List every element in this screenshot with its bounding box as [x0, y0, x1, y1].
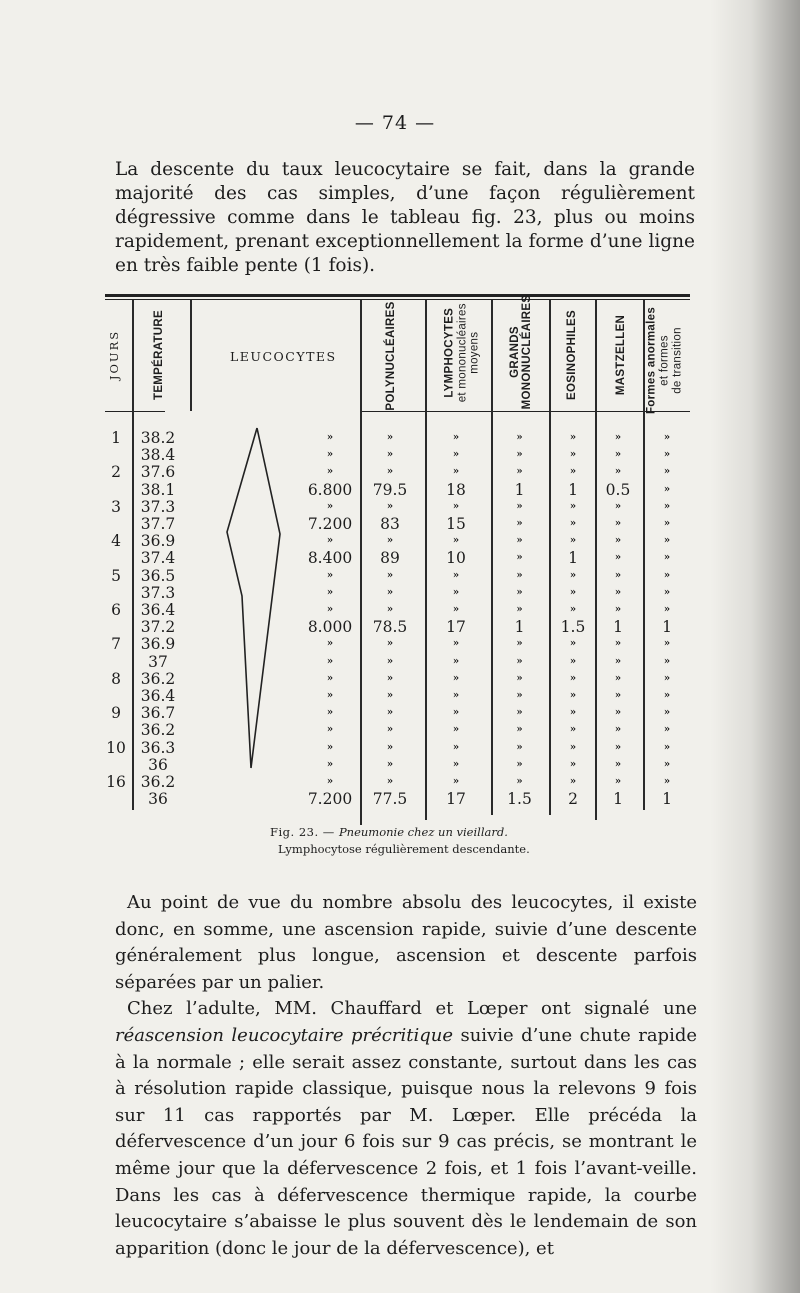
- lymphocytes-ditto: »: [452, 569, 460, 581]
- leucocytes-ditto: »: [326, 586, 334, 598]
- grands-ditto: »: [516, 432, 523, 443]
- leucocytes-value: 7.200: [307, 790, 353, 809]
- eosinophiles-ditto: »: [569, 758, 577, 770]
- header-grands-line1: GRANDS: [509, 326, 521, 378]
- grands-value: 1: [514, 618, 525, 637]
- caption-label: Fig. 23. —: [270, 825, 339, 839]
- day-label: 1: [111, 429, 121, 447]
- mastzellen-ditto: »: [614, 724, 622, 736]
- lymphocytes-ditto: »: [452, 432, 460, 443]
- lymphocytes-ditto: »: [452, 466, 460, 478]
- header-polynucleaires: POLYNUCLÉAIRES: [385, 301, 397, 411]
- eosinophiles-value: 2: [568, 790, 578, 809]
- polynucleaires-value: 77.5: [372, 790, 408, 809]
- eosinophiles-ditto: »: [569, 569, 577, 581]
- temperature-value: 37.6: [140, 463, 176, 482]
- polynucleaires-ditto: »: [386, 569, 394, 581]
- polynucleaires-ditto: »: [386, 776, 394, 787]
- grands-value: 1: [514, 480, 525, 499]
- temperature-value: 36.3: [140, 738, 176, 757]
- intro-paragraph: La descente du taux leucocytaire se fait, dans la grande majorité des cas simples, d’une façon régulièrement dégressive comme dans le tableau fig. 23, plus ou moins rapidement, prenant exceptionnellement la forme d’une ligne en très faible pente (1 fois).: [115, 159, 695, 276]
- temperature-value: 38.2: [140, 429, 176, 447]
- polynucleaires-value: 78.5: [372, 618, 408, 637]
- leucocytes-ditto: »: [326, 741, 334, 753]
- grands-ditto: »: [516, 672, 523, 684]
- lymphocytes-ditto: »: [452, 604, 460, 615]
- mastzellen-ditto: »: [614, 432, 622, 443]
- mastzellen-ditto: »: [614, 741, 622, 753]
- temperature-value: 36.2: [140, 669, 176, 688]
- caption-line1: [270, 824, 530, 841]
- temperature-value: 37.3: [140, 497, 176, 516]
- eosinophiles-ditto: »: [569, 586, 577, 598]
- day-label: 4: [111, 532, 121, 551]
- temperature-value: 38.4: [140, 446, 176, 465]
- leucocytes-value: 8.000: [307, 618, 353, 637]
- lymphocytes-value: 17: [446, 790, 466, 809]
- temperature-value: 38.1: [140, 480, 176, 499]
- eosinophiles-ditto: »: [569, 707, 577, 719]
- formes-ditto: »: [663, 569, 671, 581]
- eosinophiles-ditto: »: [569, 535, 577, 547]
- mastzellen-ditto: »: [614, 535, 622, 547]
- polynucleaires-value: 83: [380, 515, 400, 533]
- formes-ditto: »: [663, 707, 671, 719]
- lymphocytes-ditto: »: [452, 724, 460, 736]
- mastzellen-ditto: »: [614, 707, 622, 719]
- caption-title: Pneumonie chez un vieillard.: [338, 825, 508, 839]
- eosinophiles-ditto: »: [569, 741, 577, 753]
- leucocytes-ditto: »: [326, 500, 334, 512]
- caption-line2: Lymphocytose régulièrement descendante.: [278, 842, 530, 856]
- formes-ditto: »: [663, 518, 671, 529]
- lymphocytes-ditto: »: [452, 741, 460, 753]
- formes-ditto: »: [663, 638, 671, 650]
- temperature-value: 36.9: [140, 635, 176, 654]
- grands-value: 1.5: [507, 790, 532, 809]
- lymphocytes-ditto: »: [452, 690, 460, 701]
- formes-ditto: »: [663, 466, 671, 478]
- grands-ditto: »: [516, 707, 523, 719]
- eosinophiles-value: 1: [568, 480, 578, 499]
- formes-ditto: »: [663, 535, 671, 547]
- header-mastzellen: MASTZELLEN: [615, 314, 627, 396]
- polynucleaires-ditto: »: [386, 500, 394, 512]
- mastzellen-ditto: »: [614, 638, 622, 650]
- leucocytes-ditto: »: [326, 690, 334, 701]
- grands-ditto: »: [516, 586, 523, 598]
- lymphocytes-ditto: »: [452, 586, 460, 598]
- temperature-value: 36.9: [140, 532, 176, 551]
- eosinophiles-value: 1: [568, 549, 578, 568]
- header-formes-line3: de transition: [671, 327, 684, 394]
- lymphocytes-ditto: »: [452, 758, 460, 770]
- paragraph-2-start: Chez l’adulte, MM. Chauffard et Lœper ont signalé une: [127, 998, 697, 1020]
- lymphocytes-value: 15: [446, 515, 466, 533]
- day-label: 16: [106, 773, 126, 791]
- day-label: 9: [111, 704, 121, 723]
- page-edge-shadow: [710, 0, 800, 1293]
- mastzellen-value: 1: [613, 618, 623, 637]
- lymphocytes-ditto: »: [452, 500, 460, 512]
- mastzellen-ditto: »: [614, 655, 622, 667]
- lymphocytes-ditto: »: [452, 672, 460, 684]
- lymphocytes-value: 18: [446, 480, 466, 499]
- grands-ditto: »: [516, 655, 523, 667]
- figure-caption: [270, 824, 530, 858]
- grands-ditto: »: [516, 690, 523, 701]
- eosinophiles-ditto: »: [569, 672, 577, 684]
- eosinophiles-ditto: »: [569, 604, 577, 615]
- mastzellen-ditto: »: [614, 690, 622, 701]
- day-label: 8: [111, 669, 121, 688]
- header-formes-line1: Formes anormales: [645, 306, 658, 415]
- temperature-value: 36: [148, 790, 168, 809]
- polynucleaires-value: 79.5: [372, 480, 408, 499]
- polynucleaires-ditto: »: [386, 707, 394, 719]
- formes-ditto: »: [663, 449, 671, 461]
- polynucleaires-ditto: »: [386, 586, 394, 598]
- grands-ditto: »: [516, 535, 523, 547]
- formes-ditto: »: [663, 586, 671, 598]
- eosinophiles-ditto: »: [569, 655, 577, 667]
- leucocytes-ditto: »: [326, 638, 334, 650]
- lymphocytes-ditto: »: [452, 535, 460, 547]
- grands-ditto: »: [516, 758, 523, 770]
- eosinophiles-ditto: »: [569, 776, 577, 787]
- eosinophiles-ditto: »: [569, 690, 577, 701]
- polynucleaires-ditto: »: [386, 449, 394, 461]
- leucocytes-ditto: »: [326, 724, 334, 736]
- temperature-value: 37.4: [140, 549, 176, 568]
- leucocytes-value: 7.200: [307, 515, 353, 533]
- lymphocytes-ditto: »: [452, 638, 460, 650]
- formes-ditto: »: [663, 483, 671, 495]
- header-lymphocytes-line3: moyens: [468, 331, 481, 374]
- lymphocytes-value: 17: [446, 618, 466, 637]
- polynucleaires-ditto: »: [386, 741, 394, 753]
- temperature-value: 36.5: [140, 566, 176, 585]
- header-lymphocytes-line2: et mononucléaires: [455, 303, 468, 403]
- eosinophiles-ditto: »: [569, 449, 577, 461]
- day-label: 6: [111, 601, 121, 619]
- leucocytes-value: 8.400: [307, 549, 353, 568]
- grands-ditto: »: [516, 449, 523, 461]
- grands-ditto: »: [516, 552, 523, 564]
- polynucleaires-ditto: »: [386, 672, 394, 684]
- day-label: 5: [111, 566, 121, 585]
- polynucleaires-ditto: »: [386, 604, 394, 615]
- eosinophiles-ditto: »: [569, 638, 577, 650]
- polynucleaires-ditto: »: [386, 535, 394, 547]
- formes-ditto: »: [663, 724, 671, 736]
- temperature-value: 37.7: [140, 515, 176, 533]
- mastzellen-ditto: »: [614, 500, 622, 512]
- polynucleaires-ditto: »: [386, 724, 394, 736]
- header-grands-line2: MONONUCLÉAIRES: [521, 294, 533, 410]
- leucocytes-ditto: »: [326, 655, 334, 667]
- leucocytes-ditto: »: [326, 758, 334, 770]
- leucocyte-table: [105, 294, 690, 826]
- temperature-value: 36.7: [140, 704, 176, 723]
- lymphocytes-ditto: »: [452, 655, 460, 667]
- day-label: 3: [111, 497, 121, 516]
- leucocytes-ditto: »: [326, 449, 334, 461]
- formes-ditto: »: [663, 776, 671, 787]
- temperature-value: 36.2: [140, 773, 176, 791]
- paragraph-2-rest: suivie d’une chute rapide à la normale ; elle serait assez constante, surtout dans les cas à résolution rapide classique, puisque nous la relevons 9 fois sur 11 cas rapportés par M. Lœper. Elle précéda la défervescence d’un jour 6 fois sur 9 cas précis, se montrant le même jour que la défervescence 2 fois, et 1 fois l’avant-veille. Dans les cas à défervescence thermique rapide, la courbe leucocytaire s’abaisse le plus souvent dès le lendemain de son apparition (donc le jour de la défervescence), et: [115, 1024, 698, 1259]
- paragraph-2: [115, 996, 697, 1262]
- formes-value: 1: [662, 790, 672, 809]
- day-label: 7: [111, 635, 121, 654]
- body-text: [115, 890, 697, 1262]
- mastzellen-ditto: »: [614, 776, 622, 787]
- mastzellen-ditto: »: [614, 604, 622, 615]
- formes-ditto: »: [663, 672, 671, 684]
- polynucleaires-ditto: »: [386, 690, 394, 701]
- grands-ditto: »: [516, 776, 523, 787]
- page-number: — 74 —: [354, 112, 436, 134]
- mastzellen-ditto: »: [614, 758, 622, 770]
- polynucleaires-value: 89: [380, 549, 400, 568]
- temperature-value: 37.3: [140, 583, 176, 602]
- temperature-value: 36.4: [140, 601, 176, 619]
- formes-ditto: »: [663, 741, 671, 753]
- header-leucocytes: LEUCOCYTES: [230, 349, 337, 364]
- temperature-value: 36: [148, 755, 168, 774]
- header-eosinophiles: EOSINOPHILES: [566, 310, 578, 400]
- paragraph-1: [115, 890, 697, 996]
- polynucleaires-ditto: »: [386, 758, 394, 770]
- leucocytes-value: 6.800: [307, 480, 353, 499]
- lymphocytes-value: 10: [446, 549, 466, 568]
- eosinophiles-ditto: »: [569, 466, 577, 478]
- leucocytes-ditto: »: [326, 776, 334, 787]
- formes-value: 1: [662, 618, 672, 637]
- day-label: 2: [111, 463, 121, 482]
- mastzellen-value: 1: [613, 790, 623, 809]
- leucocytes-ditto: »: [326, 604, 334, 615]
- mastzellen-value: 0.5: [605, 480, 631, 499]
- grands-ditto: »: [516, 724, 523, 736]
- day-label: 10: [106, 738, 126, 757]
- formes-ditto: »: [663, 552, 671, 564]
- eosinophiles-ditto: »: [569, 518, 577, 529]
- grands-ditto: »: [516, 638, 523, 650]
- polynucleaires-ditto: »: [386, 638, 394, 650]
- polynucleaires-ditto: »: [386, 466, 394, 478]
- leucocytes-ditto: »: [326, 432, 334, 443]
- header-temperature: TEMPÉRATURE: [153, 310, 165, 400]
- lymphocytes-ditto: »: [452, 707, 460, 719]
- leucocytes-ditto: »: [326, 569, 334, 581]
- mastzellen-ditto: »: [614, 586, 622, 598]
- formes-ditto: »: [663, 500, 671, 512]
- grands-ditto: »: [516, 569, 523, 581]
- temperature-value: 36.2: [140, 721, 176, 740]
- mastzellen-ditto: »: [614, 552, 622, 564]
- leucocytes-ditto: »: [326, 672, 334, 684]
- mastzellen-ditto: »: [614, 672, 622, 684]
- temperature-value: 37.2: [140, 618, 176, 637]
- lymphocytes-ditto: »: [452, 449, 460, 461]
- paragraph-1-text: Au point de vue du nombre absolu des leucocytes, il existe donc, en somme, une ascension rapide, suivie d’une descente généralement plus longue, ascension et descente parfois séparées par un palier.: [115, 892, 697, 993]
- polynucleaires-ditto: »: [386, 655, 394, 667]
- leucocytes-ditto: »: [326, 707, 334, 719]
- formes-ditto: »: [663, 655, 671, 667]
- header-formes-line2: et formes: [658, 335, 671, 386]
- header-lymphocytes-line1: LYMPHOCYTES: [443, 307, 456, 398]
- formes-ditto: »: [663, 690, 671, 701]
- mastzellen-ditto: »: [614, 449, 622, 461]
- mastzellen-ditto: »: [614, 518, 622, 529]
- lymphocytes-ditto: »: [452, 776, 460, 787]
- grands-ditto: »: [516, 466, 523, 478]
- mastzellen-ditto: »: [614, 466, 622, 478]
- formes-ditto: »: [663, 604, 671, 615]
- temperature-value: 36.4: [140, 687, 176, 705]
- eosinophiles-value: 1.5: [560, 618, 586, 637]
- formes-ditto: »: [663, 758, 671, 770]
- formes-ditto: »: [663, 432, 671, 443]
- polynucleaires-ditto: »: [386, 432, 394, 443]
- header-jours: JOURS: [107, 329, 121, 381]
- eosinophiles-ditto: »: [569, 724, 577, 736]
- eosinophiles-ditto: »: [569, 432, 577, 443]
- leucocytes-ditto: »: [326, 535, 334, 547]
- grands-ditto: »: [516, 741, 523, 753]
- mastzellen-ditto: »: [614, 569, 622, 581]
- temperature-value: 37: [148, 652, 168, 671]
- leucocyte-curve-line: [227, 428, 280, 768]
- grands-ditto: »: [516, 604, 523, 615]
- leucocytes-ditto: »: [326, 466, 334, 478]
- paragraph-2-emphasis: réascension leucocytaire précritique: [115, 1024, 454, 1046]
- eosinophiles-ditto: »: [569, 500, 577, 512]
- grands-ditto: »: [516, 518, 523, 529]
- grands-ditto: »: [516, 500, 523, 512]
